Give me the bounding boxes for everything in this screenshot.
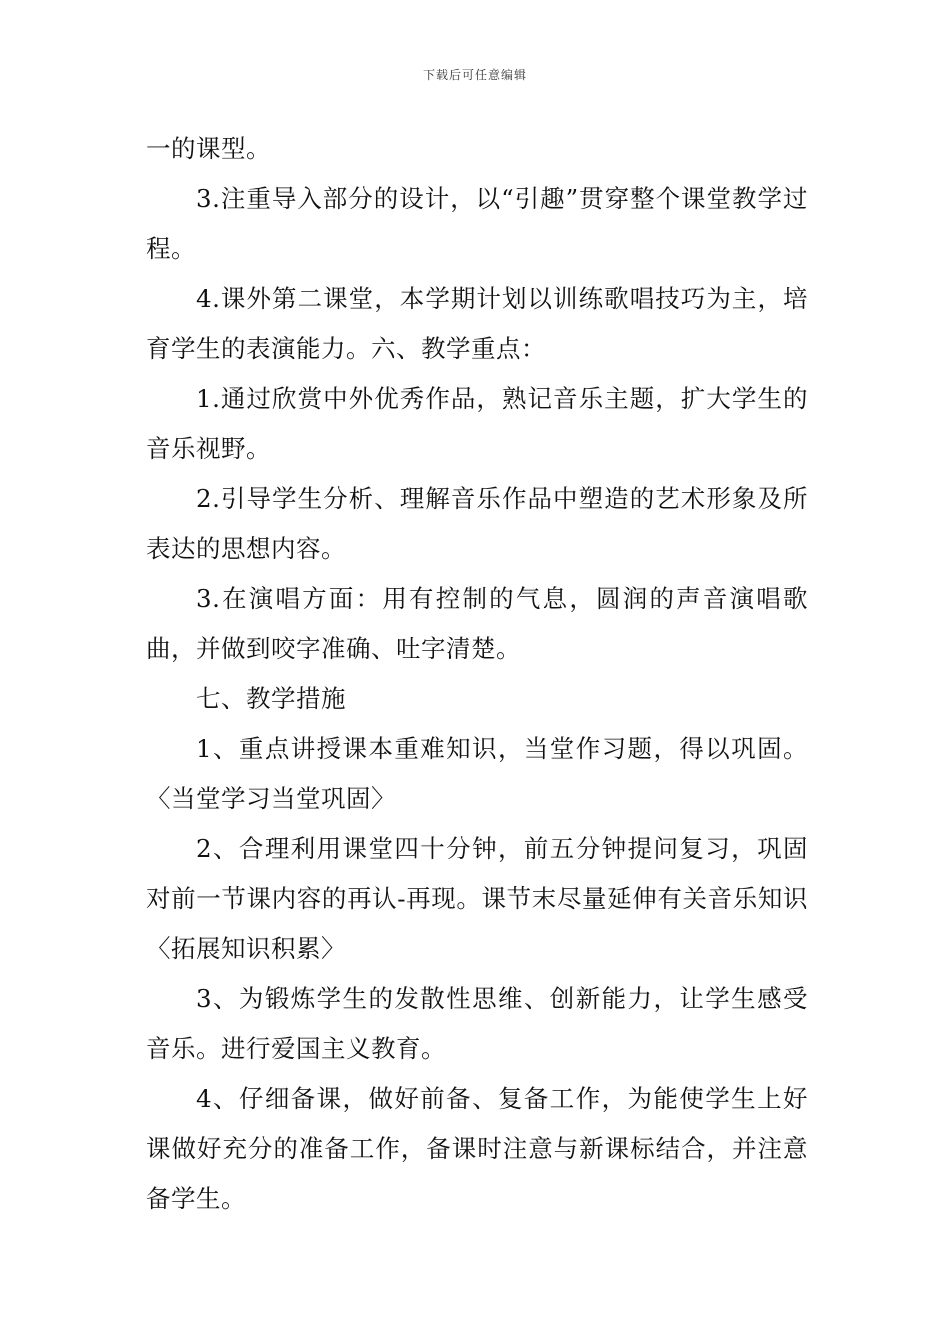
document-body (146, 124, 808, 1224)
paragraph-continuation: 一的课型。 (146, 134, 271, 163)
paragraph-measure-3: 3、为锻炼学生的发散性思维、创新能力，让学生感受音乐。进行爱国主义教育。 (146, 984, 808, 1063)
paragraph-measure-2: 2、合理利用课堂四十分钟，前五分钟提问复习，巩固对前一节课内容的再认-再现。课节末尽量延伸有关音乐知识〈拓展知识积累〉 (146, 834, 808, 963)
paragraph-focus-2: 2.引导学生分析、理解音乐作品中塑造的艺术形象及所表达的思想内容。 (146, 484, 808, 563)
paragraph-item-4-extracurricular: 4.课外第二课堂，本学期计划以训练歌唱技巧为主，培育学生的表演能力。六、教学重点： (146, 284, 808, 363)
section-heading-measures: 七、教学措施 (196, 684, 346, 713)
paragraph-item-3-lead-in: 3.注重导入部分的设计，以“引趣”贯穿整个课堂教学过程。 (146, 184, 808, 263)
paragraph-focus-1: 1.通过欣赏中外优秀作品，熟记音乐主题，扩大学生的音乐视野。 (146, 384, 808, 463)
paragraph-measure-4: 4、仔细备课，做好前备、复备工作，为能使学生上好课做好充分的准备工作，备课时注意与新课标结合，并注意备学生。 (146, 1084, 808, 1213)
paragraph-focus-3: 3.在演唱方面：用有控制的气息，圆润的声音演唱歌曲，并做到咬字准确、吐字清楚。 (146, 584, 808, 663)
paragraph-measure-1: 1、重点讲授课本重难知识，当堂作习题，得以巩固。〈当堂学习当堂巩固〉 (146, 734, 808, 813)
page-header: 下载后可任意编辑 (422, 68, 527, 82)
